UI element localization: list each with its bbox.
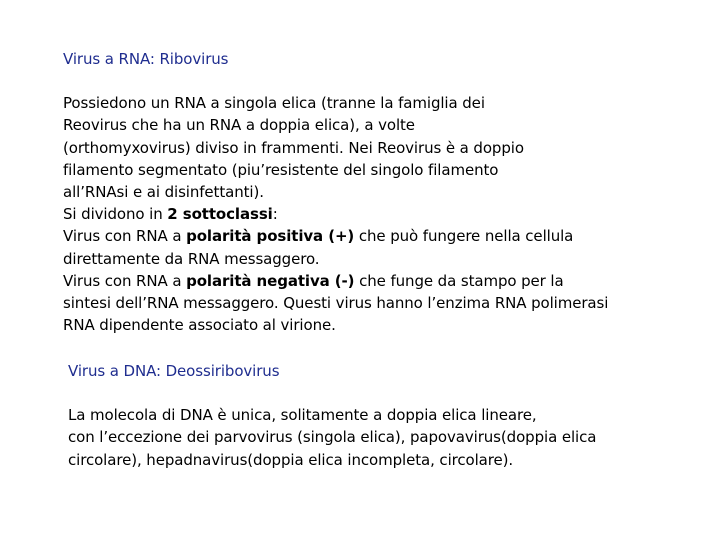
rna-heading: Virus a RNA: Ribovirus xyxy=(63,50,229,68)
subclasses-line xyxy=(63,203,608,225)
negative-post: che funge da stampo per la xyxy=(354,271,564,290)
rna-line-5: all’RNAsi e ai disinfettanti). xyxy=(63,183,264,202)
dna-section xyxy=(68,360,596,471)
positive-pre: Virus con RNA a xyxy=(63,227,187,246)
rna-line-3: (orthomyxovirus) diviso in frammenti. Nei Reovirus è a doppio xyxy=(63,138,524,157)
subclasses-end: : xyxy=(272,205,278,224)
positive-post: che può fungere nella cellula xyxy=(354,227,574,246)
positive-bold: polarità positiva (+) xyxy=(186,227,355,246)
negative-line-2: sintesi dell’RNA messaggero. Questi virus hanno l’enzima RNA polimerasi xyxy=(63,294,609,313)
negative-pre: Virus con RNA a xyxy=(63,271,187,290)
subclasses-bold: 2 sottoclassi xyxy=(167,205,273,224)
dna-heading: Virus a DNA: Deossiribovirus xyxy=(68,362,280,380)
spacer xyxy=(68,382,596,404)
rna-line-2: Reovirus che ha un RNA a doppia elica), a volte xyxy=(63,116,415,135)
rna-section xyxy=(63,48,608,336)
subclasses-intro: Si dividono in xyxy=(63,205,168,224)
negative-line-3: RNA dipendente associato al virione. xyxy=(63,316,336,335)
rna-line-1: Possiedono un RNA a singola elica (tranne la famiglia dei xyxy=(63,94,485,113)
dna-line-3: circolare), hepadnavirus(doppia elica incompleta, circolare). xyxy=(68,450,514,469)
dna-line-2: con l’eccezione dei parvovirus (singola elica), papovavirus(doppia elica xyxy=(68,428,597,447)
spacer xyxy=(63,70,608,92)
positive-line-1 xyxy=(63,225,608,247)
negative-line-1 xyxy=(63,270,608,292)
dna-line-1: La molecola di DNA è unica, solitamente a doppia elica lineare, xyxy=(68,406,537,425)
negative-bold: polarità negativa (-) xyxy=(186,271,355,290)
rna-line-4: filamento segmentato (piu’resistente del singolo filamento xyxy=(63,160,499,179)
positive-line-2: direttamente da RNA messaggero. xyxy=(63,249,320,268)
